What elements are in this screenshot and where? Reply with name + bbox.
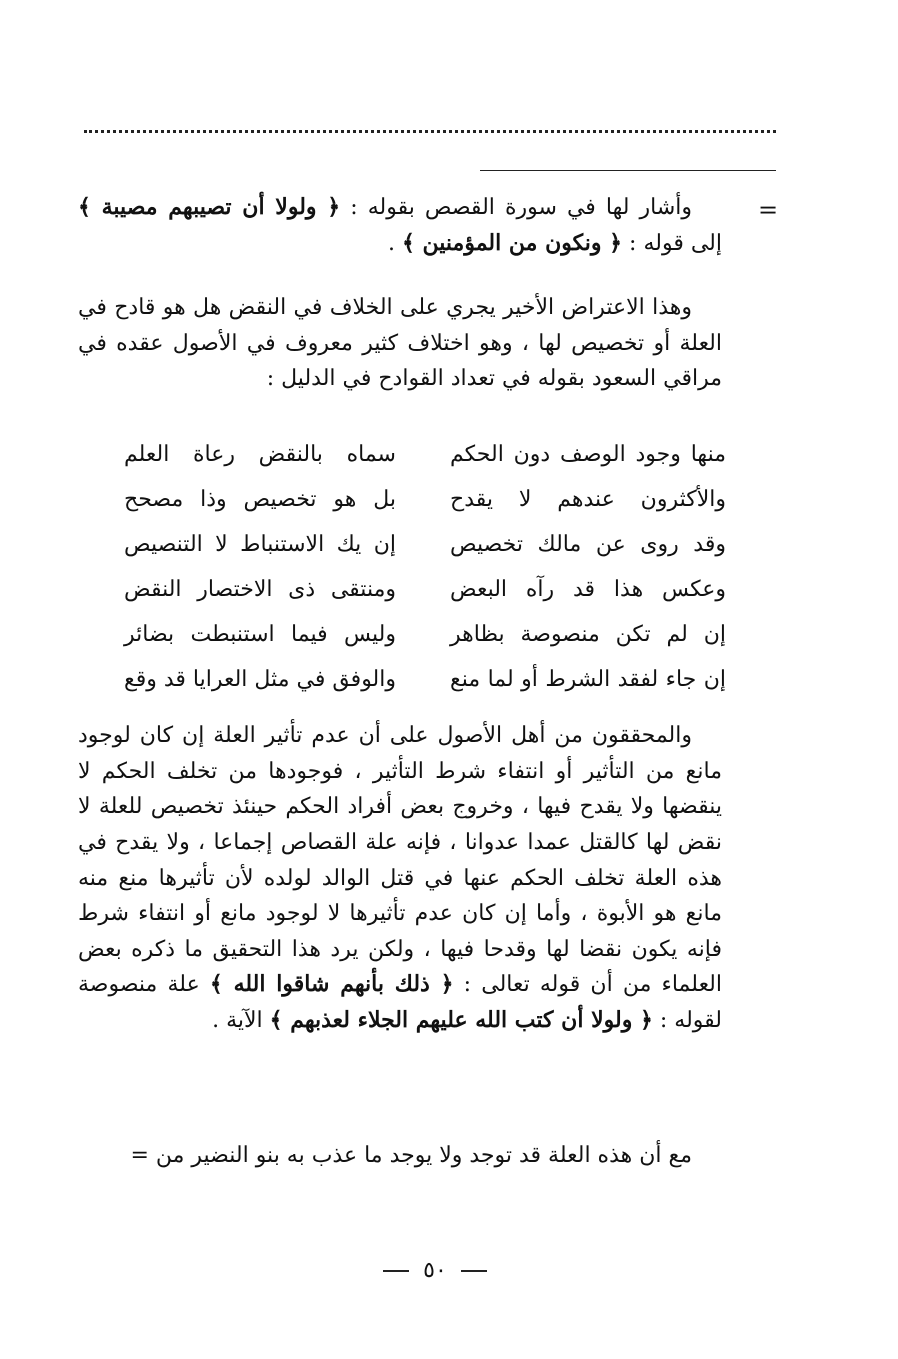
dotted-separator [84, 118, 776, 133]
paragraph-3 [78, 1138, 722, 1174]
poem-verse [124, 442, 726, 486]
poem-verse [124, 667, 726, 711]
page-number [360, 1258, 510, 1298]
quran-verse: ﴿ ونكون من المؤمنين ﴾ [401, 229, 623, 256]
footnote-rule [480, 170, 776, 171]
verse-second-half: والوفق في مثل العرايا قد وقع [124, 667, 396, 692]
paragraph-2: والمحققون من أهل الأصول على أن عدم تأثير العلة إن كان لوجود مانع من التأثير أو انتفاء شرط التأثير ، فوجودها من تخلف الحكم لا ينقضها ولا يقدح فيها ، وخروج بعض أفراد الحكم حينئذ تخصيص للعلة لا نقض لها كالقتل عمدا عدوانا ، فإنه علة القصاص إجماعا ، ولا يقدح في هذه العلة تخلف الحكم عنها في قتل الوالد لولده لأن تأثيرها منع منه مانع هو الأبوة ، وأما إن كان عدم تأثيرها لا لوجود مانع أو انتفاء شرط فإنه يكون نقضا لها وقدحا فيها ، ولكن يرد هذا التحقيق ما ذكره بعض العلماء من أن قوله تعالى : ﴿ ذلك بأنهم شاقوا الله ﴾ علة منصوصة لقوله : ﴿ ولولا أن كتب الله عليهم الجلاء لعذبهم ﴾ الآية . [78, 723, 722, 1033]
quran-verse: ﴿ ذلك بأنهم شاقوا الله ﴾ [209, 971, 454, 998]
verse-second-half: إن يك الاستنباط لا التنصيص [124, 532, 396, 557]
dash [461, 1270, 487, 1272]
verse-first-half: وعكس هذا قد رآه البعض [450, 577, 726, 602]
quran-verse: ﴿ ولولا أن كتب الله عليهم الجلاء لعذبهم ﴾ [269, 1007, 653, 1033]
footnote-to: إلى قوله : [622, 230, 722, 256]
verse-second-half: وليس فيما استنبطت بضائر [124, 622, 396, 647]
verse-first-half: منها وجود الوصف دون الحكم [450, 442, 726, 467]
paragraph-text: وهذا الاعتراض الأخير يجري على الخلاف في النقض هل هو قادح في العلة أو تخصيص لها ، وهو اختلاف كثير معروف في الأصول عقده في مراقي السعود بقوله في تعداد القوادح في الدليل : [78, 295, 722, 392]
poem-verse [124, 532, 726, 576]
poem-verse [124, 577, 726, 621]
paragraph-text: والمحققون من أهل الأصول على أن عدم تأثير العلة إن كان لوجود مانع من التأثير أو انتفاء شرط التأثير ، فوجودها من تخلف الحكم لا ينقضها ولا يقدح فيها ، وخروج بعض أفراد الحكم حينئذ تخصيص للعلة لا نقض لها كالقتل عمدا عدوانا ، فإنه علة القصاص إجماعا ، ولا يقدح في هذه العلة تخلف الحكم عنها في قتل الوالد لولده لأن تأثيرها منع منه مانع هو الأبوة ، وأما إن كان عدم تأثيرها لا لوجود مانع أو انتفاء شرط فإنه يكون نقضا لها وقدحا فيها ، ولكن يرد هذا التحقيق ما ذكره بعض العلماء من أن قوله تعالى : [78, 723, 722, 998]
verse-second-half: سماه بالنقض رعاة العلم [124, 442, 396, 467]
verse-first-half: إن جاء لفقد الشرط أو لما منع [450, 667, 726, 692]
footnote-intro: وأشار لها في سورة القصص بقوله : [340, 195, 693, 220]
poem-verse [124, 487, 726, 531]
verse-second-half: ومنتقى ذى الاختصار النقض [124, 577, 396, 602]
verse-first-half: إن لم تكن منصوصة بظاهر [450, 622, 726, 647]
verse-second-half: بل هو تخصيص وذا مصحح [124, 487, 396, 512]
paragraph-1 [78, 290, 722, 397]
poem-verse [124, 622, 726, 666]
page-number-text: ٥٠ [423, 1258, 447, 1283]
footnote-text: وأشار لها في سورة القصص بقوله : ﴿ ولولا أن تصيبهم مصيبة ﴾ إلى قوله : ﴿ ونكون من المؤمنين ﴾ . [78, 194, 722, 256]
verse-first-half: والأكثرون عندهم لا يقدح [450, 487, 726, 512]
verse-first-half: وقد روى عن مالك تخصيص [450, 532, 726, 557]
quran-verse: ﴿ ولولا أن تصيبهم مصيبة ﴾ [78, 194, 341, 220]
paragraph-text: مع أن هذه العلة قد توجد ولا يوجد ما عذب به بنو النضير من = [130, 1143, 692, 1168]
dash [383, 1270, 409, 1272]
continuation-mark: = [758, 196, 779, 224]
